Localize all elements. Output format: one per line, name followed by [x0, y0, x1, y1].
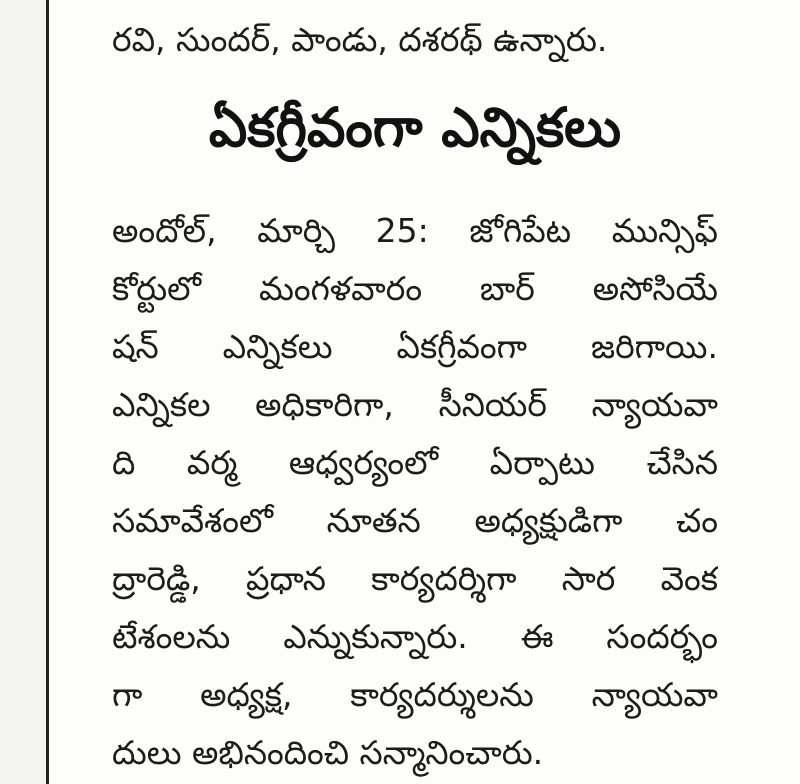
body-line: అందోల్, మార్చి 25: జోగిపేట మున్సిఫ్: [112, 211, 718, 250]
body-line: షన్ ఎన్నికలు ఏకగ్రీవంగా జరిగాయి.: [112, 327, 718, 366]
body-line: ద్రారెడ్డి, ప్రధాన కార్యదర్శిగా సార వెంక: [112, 559, 718, 598]
article-body: [112, 202, 718, 782]
body-line: ది వర్మ ఆధ్వర్యంలో ఏర్పాటు చేసిన: [112, 443, 718, 482]
previous-paragraph-line: రవి, సుందర్, పాండు, దశరథ్ ఉన్నారు.: [112, 20, 608, 59]
column-divider: [46, 0, 49, 784]
body-line: ఎన్నికల అధికారిగా, సీనియర్ న్యాయవా: [112, 385, 718, 424]
left-margin: [0, 0, 46, 784]
article-headline: ఏకగ్రీవంగా ఎన్నికలు: [208, 96, 622, 159]
body-line: దులు అభినందించి సన్మానించారు.: [112, 733, 544, 772]
body-line: టేశంలను ఎన్నుకున్నారు. ఈ సందర్భం: [112, 617, 718, 656]
body-line: సమావేశంలో నూతన అధ్యక్షుడిగా చం: [112, 501, 718, 540]
body-line: గా అధ్యక్ష, కార్యదర్శులను న్యాయవా: [112, 675, 718, 714]
body-line: కోర్టులో మంగళవారం బార్ అసోసియే: [112, 269, 718, 308]
